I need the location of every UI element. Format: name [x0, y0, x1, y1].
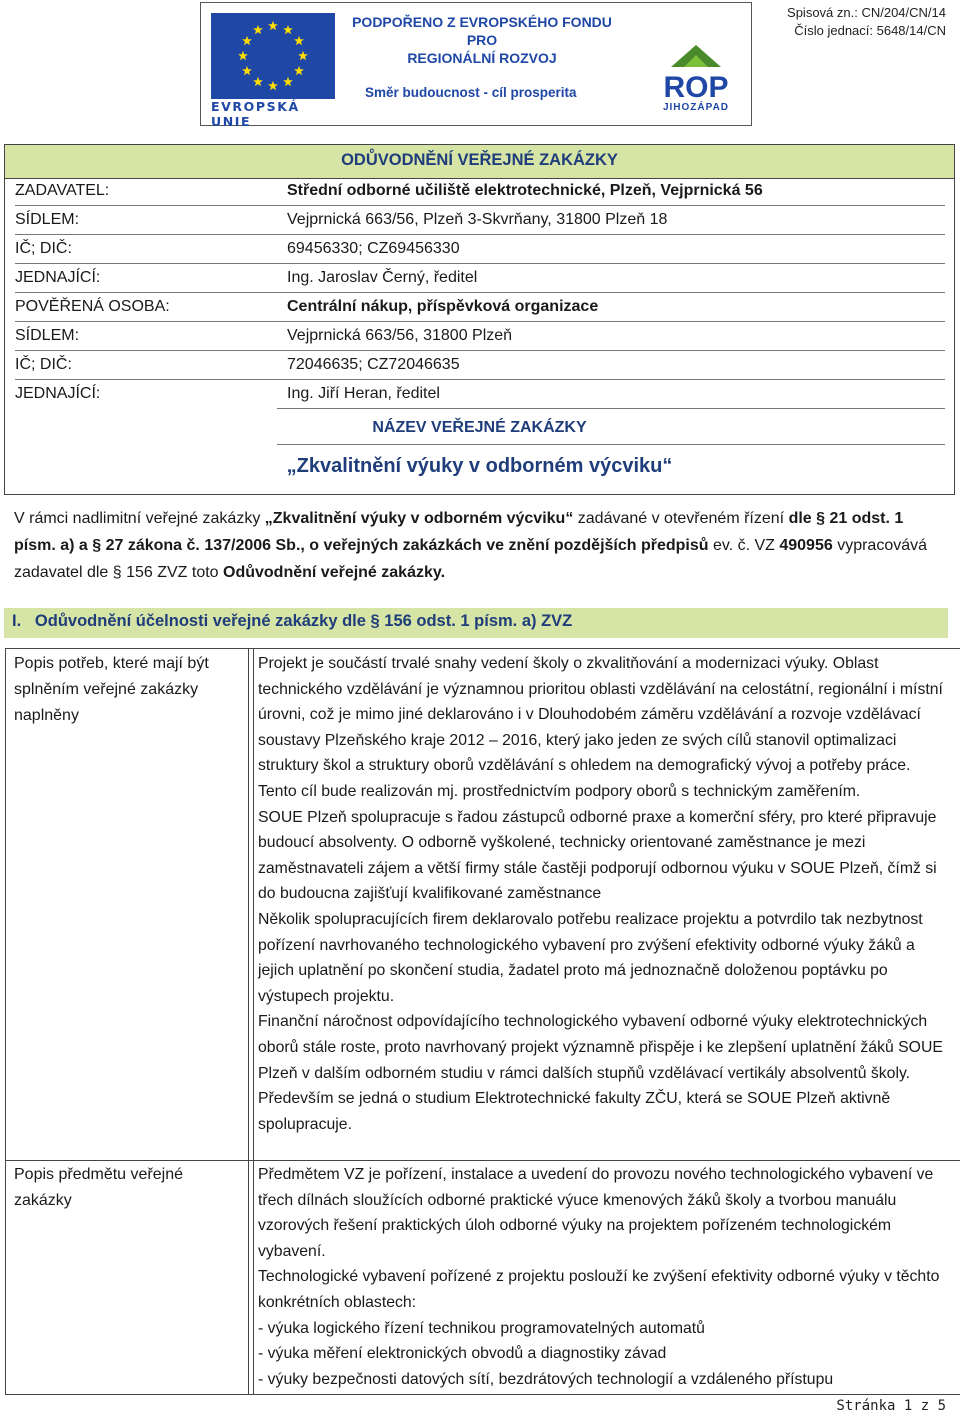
info-value: Vejprnická 663/56, Plzeň 3-Skvrňany, 31800 Plzeň 18 — [287, 211, 668, 228]
rop-subtitle: JIHOZÁPAD — [662, 102, 730, 113]
intro-project-name: „Zkvalitnění výuky v odborném výcviku“ — [264, 510, 574, 527]
subject-list-item: - výuky bezpečnosti datových sítí, bezdrátových technologií a vzdáleného přístupu — [258, 1370, 834, 1388]
subject-paragraph: Předmětem VZ je pořízení, instalace a uvedení do provozu nového technologického vybavení ve třech dílnách sloužících odborné praktické výuce kmenových žáků školy a tvorbou manuálu vzorových řešení praktických úloh odborné výuky na projektem pořízeném technologickém vybavení. — [258, 1166, 934, 1260]
file-reference: Spisová zn.: CN/204/CN/14 — [787, 5, 946, 20]
row-divider — [6, 1160, 960, 1161]
document-reference — [787, 4, 946, 40]
document-title: ODŮVODNĚNÍ VEŘEJNÉ ZAKÁZKY — [341, 151, 618, 169]
intro-text: zadávané v otevřeném řízení — [573, 510, 789, 527]
info-row — [15, 179, 945, 206]
divider — [277, 408, 945, 409]
justification-table — [5, 648, 960, 1395]
fund-title — [347, 13, 617, 67]
info-row — [15, 324, 945, 351]
info-label: POVĚŘENÁ OSOBA: — [15, 298, 170, 315]
needs-paragraph: Finanční náročnost odpovídajícího technologického vybavení odborné výuky elektrotechnických oborů stále roste, proto navrhovaný projekt významně přispěje i ke zlepšení uplatnění žáků SOUE Plzeň v dalším odborném studiu v rámci dalších stupňů vzdělávací vertikály absolventů školy. Především se jedná o studium Elektrotechnické fakulty ZČU, která se SOUE Plzeň aktivně spolupracuje. — [258, 1013, 943, 1133]
rop-text: ROP — [663, 71, 729, 103]
intro-paragraph — [14, 505, 949, 586]
contract-info-table — [4, 144, 955, 495]
column-divider — [248, 649, 254, 1394]
divider — [277, 444, 945, 445]
funding-banner — [200, 2, 752, 129]
intro-text: V rámci nadlimitní veřejné zakázky — [14, 510, 265, 527]
info-label: SÍDLEM: — [15, 211, 80, 228]
subject-list-item: - výuka měření elektronických obvodů a diagnostiky závad — [258, 1345, 667, 1363]
fund-line-2: PRO — [466, 32, 498, 48]
subject-list-item: - výuka logického řízení technikou programovatelných automatů — [258, 1319, 705, 1337]
info-row — [15, 208, 945, 235]
info-value: 69456330; CZ69456330 — [287, 240, 460, 257]
info-row — [15, 295, 945, 322]
info-value: Střední odborné učiliště elektrotechnické, Plzeň, Vejprnická 56 — [287, 182, 763, 199]
motto: Směr budoucnost - cíl prosperita — [365, 85, 577, 100]
intro-text: ev. č. VZ — [708, 537, 780, 554]
info-label: IČ; DIČ: — [15, 356, 72, 373]
info-label: SÍDLEM: — [15, 327, 80, 344]
fund-line-3: REGIONÁLNÍ ROZVOJ — [407, 50, 557, 66]
info-value: 72046635; CZ72046635 — [287, 356, 460, 373]
rop-logo-icon — [651, 41, 741, 103]
intro-legal-basis: dle § 21 odst. 1 písm. a) a § 27 zákona č. 137/2006 Sb. — [14, 510, 904, 554]
needs-label: Popis potřeb, které mají být splněním veřejné zakázky naplněny — [14, 655, 209, 724]
section-header — [4, 608, 948, 638]
subject-paragraph: Technologické vybavení pořízené z projektu poslouží ke zvýšení efektivity odborné výuky v těchto konkrétních oblastech: — [258, 1268, 940, 1311]
project-title: „Zkvalitnění výuky v odborném výcviku“ — [286, 455, 673, 477]
needs-paragraph: SOUE Plzeň spolupracuje s řadou zástupců odborné praxe a komerční sféry, pro které připravuje budoucí absolventy. O odborně vyškolené, technicky orientované zaměstnance je mezi zaměstnavateli zájem a větší firmy stále častěji podporují odbornou výuku v SOUE Plzeň, čímž si do budoucna zajišťují kvalifikované zaměstnance — [258, 808, 937, 903]
section-title: I. Odůvodnění účelnosti veřejné zakázky dle § 156 odst. 1 písm. a) ZVZ — [12, 612, 573, 630]
info-value: Vejprnická 663/56, 31800 Plzeň — [287, 327, 513, 344]
info-row — [15, 382, 945, 408]
eu-label: EVROPSKÁ UNIE — [211, 99, 300, 129]
info-label: JEDNAJÍCÍ: — [15, 385, 101, 402]
info-label: ZADAVATEL: — [15, 182, 110, 199]
info-value: Centrální nákup, příspěvková organizace — [287, 298, 599, 315]
info-row — [15, 353, 945, 380]
intro-document-name: Odůvodnění veřejné zakázky. — [223, 564, 446, 581]
info-row — [15, 266, 945, 293]
fund-line-1: PODPOŘENO Z EVROPSKÉHO FONDU — [352, 14, 612, 30]
needs-paragraph: Projekt je součástí trvalé snahy vedení školy o zkvalitňování a modernizaci výuky. Oblast technického vzdělávání je významnou prioritou oblasti vzdělávání na celostátní, regionální i místní úrovni, což je mimo jiné deklarováno i v Dlouhodobém záměru vzdělávání a rozvoje vzdělávací soustavy Plzeňského kraje 2012 – 2016, který jako jeden ze svých cílů stanovil optimalizaci struktury škol a struktury oborů vzdělávání s ohledem na demografický vývoj a potřeby práce. Tento cíl bude realizován mj. prostřednictvím podpory oborů s technickým zaměřením. — [258, 655, 943, 800]
info-label: IČ; DIČ: — [15, 240, 72, 257]
needs-paragraph: Několik spolupracujících firem deklarovalo potřebu realizace projektu a potvrdilo tak nezbytnost pořízení navrhovaného technologického vybavení pro zvýšení efektivity odborné výuky žáků a jejich uplatnění po skončení studia, žadatel proto má jednoznačně doloženou poptávku po výstupech projektu. — [258, 910, 923, 1005]
info-row — [15, 237, 945, 264]
subject-label: Popis předmětu veřejné zakázky — [14, 1166, 183, 1209]
intro-registry-number: 490956 — [779, 537, 833, 554]
intro-law-name: , o veřejných zakázkách ve znění pozdějších předpisů — [300, 537, 709, 554]
info-label: JEDNAJÍCÍ: — [15, 269, 101, 286]
subject-description — [258, 1162, 948, 1392]
reference-number: Číslo jednací: 5648/14/CN — [794, 23, 946, 38]
info-value: Ing. Jiří Heran, ředitel — [287, 385, 440, 402]
needs-description — [258, 651, 948, 1137]
eu-flag-icon — [211, 13, 335, 99]
intro-text: vypracovává zadavatel dle § 156 ZVZ toto — [14, 537, 928, 581]
info-value: Ing. Jaroslav Černý, ředitel — [287, 269, 478, 286]
page-number: Stránka 1 z 5 — [836, 1398, 946, 1414]
contract-name-heading: NÁZEV VEŘEJNÉ ZAKÁZKY — [372, 419, 587, 436]
